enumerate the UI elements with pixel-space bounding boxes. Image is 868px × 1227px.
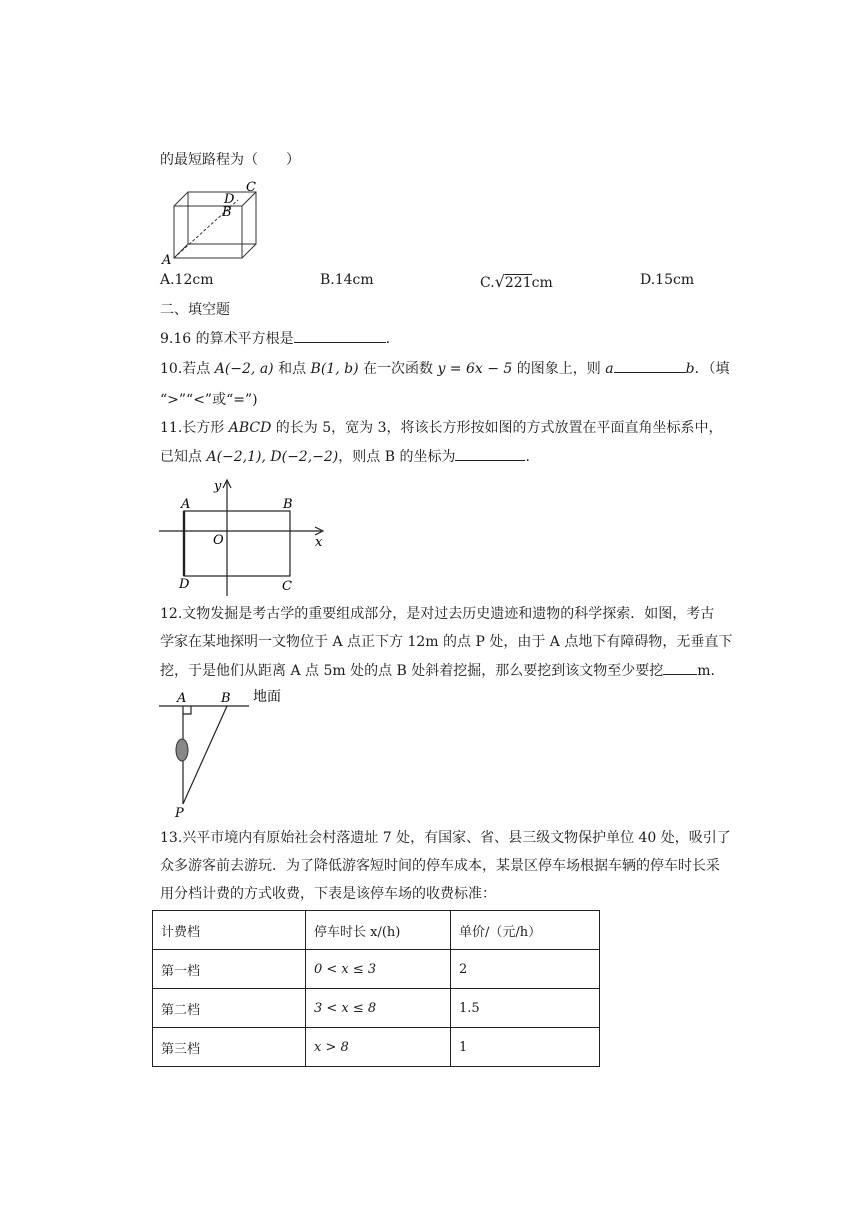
right-angle-mark: [183, 706, 191, 714]
q11-text-a: 11.长方形: [160, 420, 229, 436]
q11-points: A(−2,1), D(−2,−2): [206, 449, 339, 465]
q8-option-c-radicand: 221: [504, 275, 532, 291]
q13-line3: 用分档计费的方式收费，下表是该停车场的收费标准：: [160, 886, 496, 902]
q9-text: 9.16 的算术平方根是: [160, 331, 294, 347]
fig11-label-x: x: [315, 535, 323, 550]
q12-text-b: m．: [697, 663, 725, 679]
table-row: [153, 1028, 600, 1067]
cube-label-d: D: [224, 192, 235, 207]
table-cell: 1.5: [451, 989, 600, 1028]
q12-line1: 12.文物发掘是考古学的重要组成部分，是对过去历史遗迹和遗物的科学探索．如图，考古: [160, 606, 715, 622]
coordinate-figure: [155, 478, 335, 598]
q8-tail-text: 的最短路程为（ ）: [160, 152, 300, 168]
q9-line: [160, 328, 390, 349]
table-header-row: [153, 911, 600, 950]
q10-answer-blank[interactable]: [614, 358, 686, 373]
q12-line3: [160, 660, 725, 681]
table-header-cell: 单价/（元/h）: [451, 911, 600, 950]
line-bp: [183, 706, 227, 804]
q10-function: y = 6x − 5: [437, 361, 513, 377]
cube-front-face: [174, 206, 242, 258]
fig11-label-y: y: [214, 479, 222, 494]
fig12-label-a: A: [177, 691, 187, 706]
q13-line1: 13.兴平市境内有原始社会村落遗址 7 处，有国家、省、县三级文物保护单位 40 处，吸引了: [160, 830, 731, 846]
q8-option-a: A.12cm: [160, 272, 214, 288]
table-row: [153, 989, 600, 1028]
obstacle: [176, 739, 188, 761]
q8-option-b: B.14cm: [320, 272, 374, 288]
table-cell: 第三档: [153, 1028, 306, 1067]
q10-point-b: B(1, b): [310, 361, 359, 377]
table-cell: 第二档: [153, 989, 306, 1028]
q11-text-b: 的长为 5，宽为 3，将该长方形按如图的方式放置在平面直角坐标系中，: [271, 420, 723, 436]
q10-var-b: b: [685, 361, 695, 377]
fig12-label-p: P: [175, 806, 184, 820]
fee-table: [152, 910, 600, 1067]
table-cell: 2: [451, 950, 600, 989]
fig11-label-d: D: [179, 577, 190, 592]
q10-line1: [160, 358, 730, 379]
q12-answer-blank[interactable]: [663, 660, 697, 675]
q10-line2: “>”“<”或“=”): [160, 392, 258, 408]
table-cell: 3 < x ≤ 8: [306, 989, 451, 1028]
q13-line2: 众多游客前去游玩．为了降低游客短时间的停车成本，某景区停车场根据车辆的停车时长采: [160, 858, 720, 874]
q9-end: .: [385, 331, 391, 347]
q11-answer-blank[interactable]: [455, 446, 525, 461]
q8-option-c-prefix: C.: [480, 275, 495, 291]
q10-text-d: 的图象上，则: [512, 361, 606, 377]
q10-text-b: 和点: [273, 361, 311, 377]
q10-text-e: ．（填: [694, 361, 730, 377]
fig11-label-a: A: [181, 497, 191, 512]
sqrt-sign: √: [494, 272, 505, 291]
cube-label-c: C: [246, 180, 256, 195]
table-cell: 0 < x ≤ 3: [306, 950, 451, 989]
table-cell: 1: [451, 1028, 600, 1067]
q11-end: .: [525, 449, 530, 465]
table-row: [153, 950, 600, 989]
table-cell: 第一档: [153, 950, 306, 989]
table-header-cell: 计费档: [153, 911, 306, 950]
q11-line1: [160, 418, 723, 438]
q10-text-c: 在一次函数: [358, 361, 438, 377]
q10-var-a: a: [605, 361, 614, 377]
q8-option-d: D.15cm: [640, 272, 695, 288]
q11-abcd: ABCD: [228, 420, 272, 436]
rectangle-abcd: [184, 511, 290, 576]
fig12-ground-label: 地面: [253, 689, 281, 705]
cube-label-b: B: [222, 205, 232, 220]
q11-text-d: ，则点 B 的坐标为: [338, 449, 456, 465]
fig11-label-b: B: [283, 497, 293, 512]
q10-text-a: 10.若点: [160, 361, 215, 377]
table-header-cell: 停车时长 x/(h): [306, 911, 451, 950]
q12-text-a: 挖，于是他们从距离 A 点 5m 处的点 B 处斜着挖掘，那么要挖到该文物至少要挖: [160, 663, 664, 679]
q11-line2: [160, 446, 530, 467]
excavation-figure: [155, 684, 295, 820]
section-heading: 二、填空题: [160, 302, 230, 318]
fig11-label-c: C: [282, 579, 292, 594]
fig11-label-o: O: [213, 533, 224, 548]
q10-point-a: A(−2, a): [214, 361, 274, 377]
q9-answer-blank[interactable]: [294, 328, 386, 343]
q11-text-c: 已知点: [160, 449, 207, 465]
q12-line2: 学家在某地探明一文物位于 A 点正下方 12m 的点 P 处，由于 A 点地下有障碍物，无垂直下: [160, 634, 733, 650]
table-cell: x > 8: [306, 1028, 451, 1067]
q8-option-c: [480, 272, 553, 291]
q8-option-c-unit: cm: [531, 275, 553, 291]
cube-label-a: A: [162, 253, 172, 266]
fig12-label-b: B: [221, 691, 231, 706]
cube-figure: [158, 176, 268, 266]
